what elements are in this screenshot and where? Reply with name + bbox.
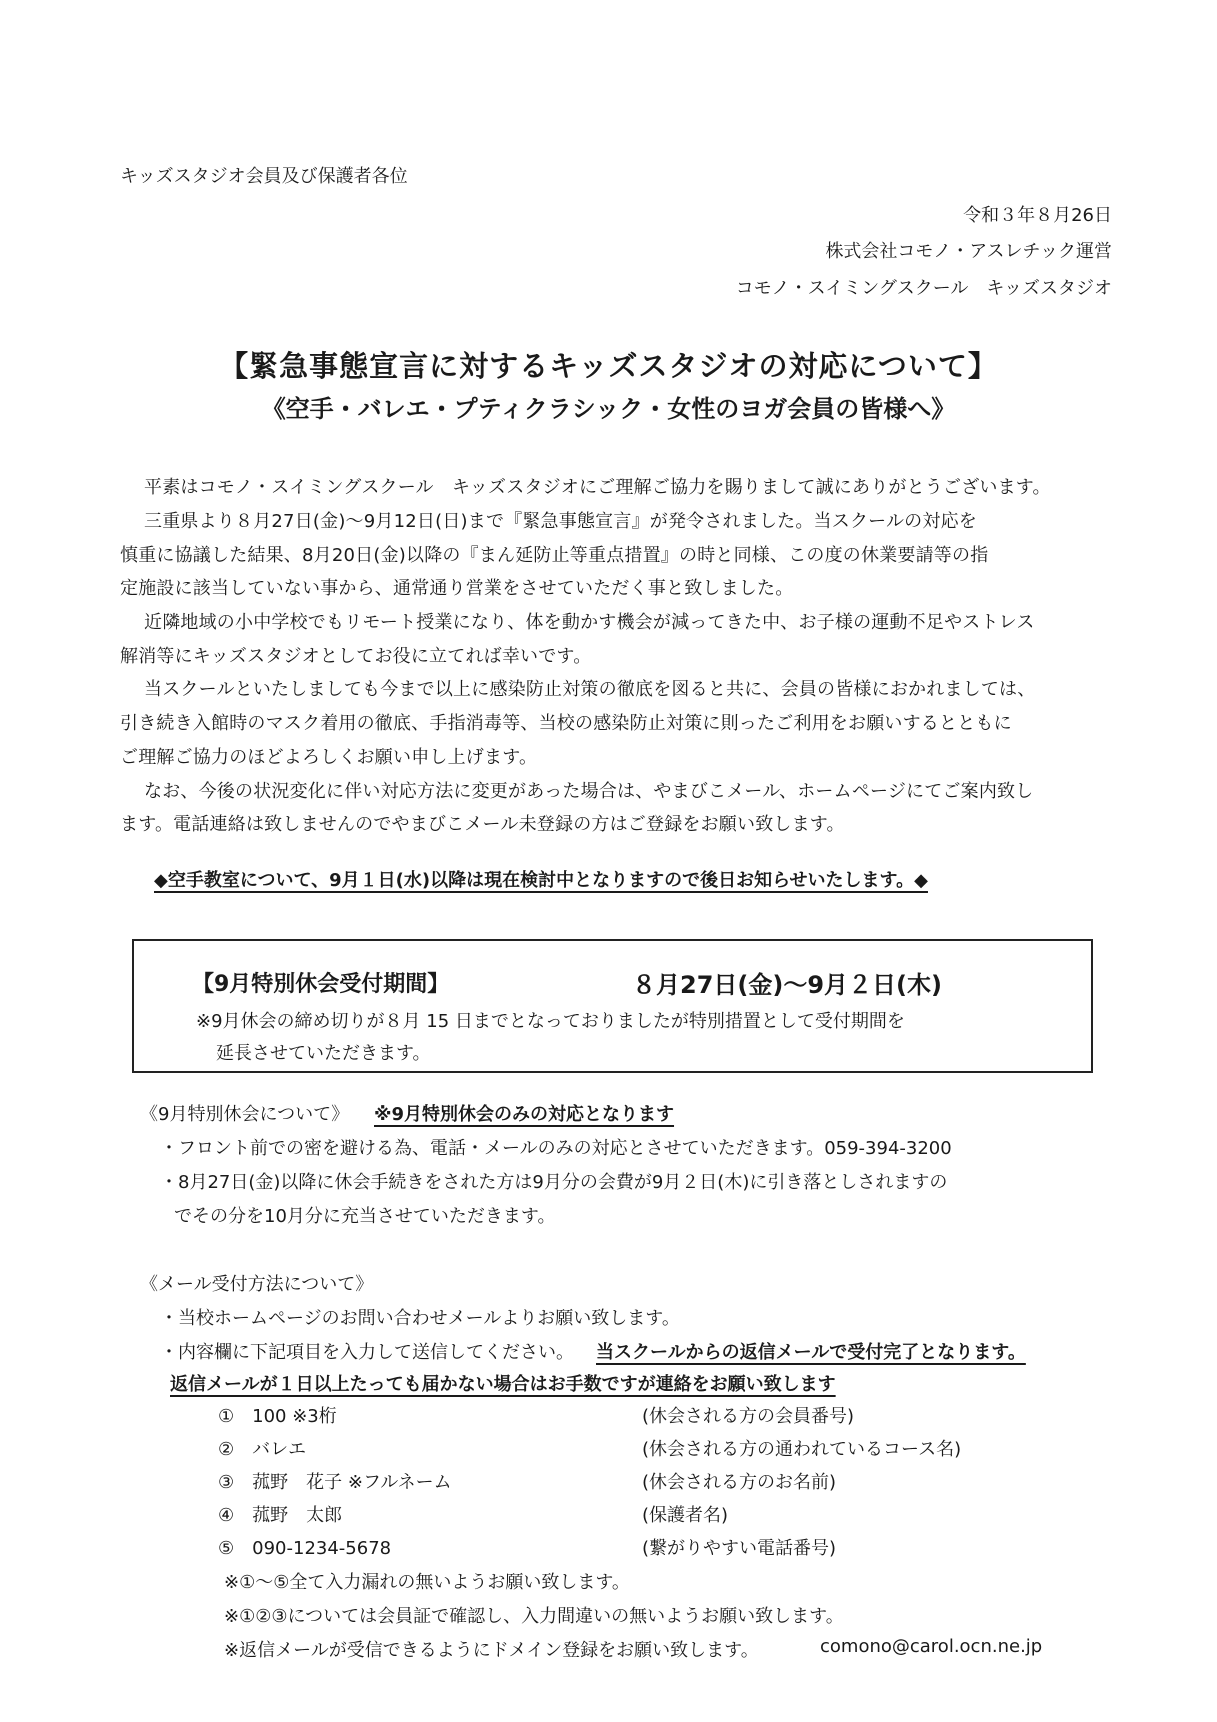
bullet-line: ・8月27日(金)以降に休会手続きをされた方は9月分の会費が9月２日(木)に引き落としされますの [160,1172,948,1193]
org-line-2: コモノ・スイミングスクール キッズスタジオ [735,278,1112,299]
karate-notice: ◆空手教室について、9月１日(水)以降は現在検討中となりますので後日お知らせいたします。◆ [154,870,928,891]
date-line: 令和３年８月26日 [963,205,1112,226]
note-line: ※①～⑤全て入力漏れの無いようお願い致します。 [224,1572,630,1593]
body-line: なお、今後の状況変化に伴い対応方法に変更があった場合は、やまびこメール、ホームページにてご案内致し [144,781,1034,802]
recipient-line: キッズスタジオ会員及び保護者各位 [120,166,408,187]
body-line: 近隣地域の小中学校でもリモート授業になり、体を動かす機会が減ってきた中、お子様の運動不足やストレス [144,612,1035,633]
entry-item-desc: (繋がりやすい電話番号) [642,1538,837,1559]
entry-item-value: ⑤ 090-1234-5678 [218,1538,392,1559]
bullet-line: ・当校ホームページのお問い合わせメールよりお願い致します。 [160,1308,680,1329]
body-line: 三重県より８月27日(金)～9月12日(日)まで『緊急事態宣言』が発令されました。当スクールの対応を [144,511,977,532]
contact-email: comono@carol.ocn.ne.jp [820,1636,1043,1657]
bullet-line: ・内容欄に下記項目を入力して送信してください。 [160,1342,574,1363]
bullet-line: でその分を10月分に充当させていただきます。 [174,1206,556,1227]
body-line: ご理解ご協力のほどよろしくお願い申し上げます。 [120,747,538,768]
entry-item-value: ② バレエ [218,1439,307,1460]
body-line: 解消等にキッズスタジオとしてお役に立てれば幸いです。 [120,646,592,667]
page-title: 【緊急事態宣言に対するキッズスタジオの対応について】 [219,349,998,383]
entry-item-value: ① 100 ※3桁 [218,1406,337,1427]
entry-item-value: ④ 菰野 太郎 [218,1505,343,1526]
body-line: 定施設に該当していない事から、通常通り営業をさせていただく事と致しました。 [120,578,794,599]
body-line: 平素はコモノ・スイミングスクール キッズスタジオにご理解ご協力を賜りまして誠にありがとうございます。 [144,477,1051,498]
entry-item-desc: (休会される方の会員番号) [642,1406,855,1427]
entry-item-desc: (保護者名) [642,1505,729,1526]
page-subtitle: 《空手・バレエ・プティクラシック・女性のヨガ会員の皆様へ》 [261,395,956,423]
section-heading: 《メール受付方法について》 [140,1274,374,1295]
note-line: ※返信メールが受信できるようにドメイン登録をお願い致します。 [224,1640,759,1661]
body-line: 慎重に協議した結果、8月20日(金)以降の『まん延防止等重点措置』の時と同様、この度の休業要請等の指 [120,545,989,566]
section-heading-note: ※9月特別休会のみの対応となります [374,1104,675,1125]
section-heading: 《9月特別休会について》 [140,1104,350,1125]
special-leave-period-box [132,939,1093,1073]
body-line: 当スクールといたしましても今まで以上に感染防止対策の徹底を図ると共に、会員の皆様におかれましては、 [144,679,1036,700]
box-note-line: ※9月休会の締め切りが８月 15 日までとなっておりましたが特別措置として受付期間を [196,1011,905,1032]
entry-item-desc: (休会される方のお名前) [642,1472,837,1493]
org-line-1: 株式会社コモノ・アスレチック運営 [825,241,1112,262]
entry-item-value: ③ 菰野 花子 ※フルネーム [218,1472,452,1493]
bullet-emphasis: 当スクールからの返信メールで受付完了となります。 [596,1342,1026,1363]
body-line: ます。電話連絡は致しませんのでやまびこメール未登録の方はご登録をお願い致します。 [120,814,845,835]
box-label: 【9月特別休会受付期間】 [192,972,450,997]
note-line: ※①②③については会員証で確認し、入力間違いの無いようお願い致します。 [224,1606,844,1627]
entry-item-desc: (休会される方の通われているコース名) [642,1439,962,1460]
body-line: 引き続き入館時のマスク着用の徹底、手指消毒等、当校の感染防止対策に則ったご利用をお願いするとともに [120,713,1012,734]
bullet-emphasis: 返信メールが１日以上たっても届かない場合はお手数ですが連絡をお願い致します [170,1374,836,1395]
bullet-line: ・フロント前での密を避ける為、電話・メールのみの対応とさせていただきます。059-394-3200 [160,1138,952,1159]
box-note-line: 延長させていただきます。 [216,1043,431,1064]
box-period: ８月27日(金)～9月２日(木) [632,971,942,999]
